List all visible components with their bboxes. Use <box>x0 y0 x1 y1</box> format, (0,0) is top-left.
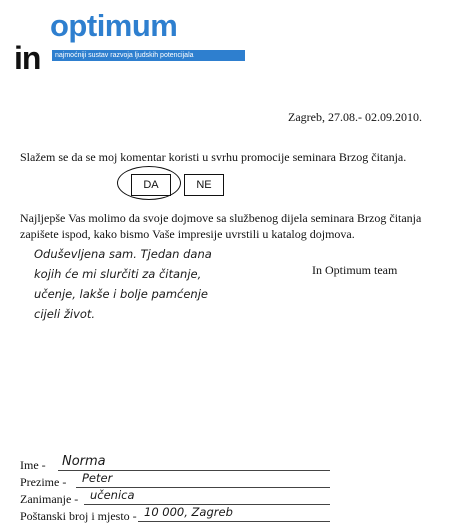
logo-tagline: najmoćniji sustav razvoja ljudskih potencijala <box>52 50 245 61</box>
event-date: Zagreb, 27.08.- 02.09.2010. <box>288 110 422 124</box>
selection-circle <box>117 166 181 200</box>
postal-label: Poštanski broj i mjesto - <box>20 509 137 523</box>
request-text: Najljepše Vas molimo da svoje dojmove sa službenog dijela seminara Brzog čitanja zapišete ispod, kako bismo Vaše impresije uvrstili u katalog dojmova. <box>20 211 422 241</box>
consent-text: Slažem se da se moj komentar koristi u svrhu promocije seminara Brzog čitanja. <box>20 150 407 164</box>
occupation-label: Zanimanje - <box>20 492 79 506</box>
logo-in-text: in <box>14 40 41 76</box>
option-no-box[interactable]: NE <box>184 174 224 196</box>
handwritten-comment <box>34 244 274 324</box>
logo-optimum-text: optimum <box>50 8 178 43</box>
comment-line: cijeli život. <box>34 307 96 321</box>
comment-line: Oduševljena sam. Tjedan dana <box>34 247 212 261</box>
surname-field[interactable]: Peter <box>82 471 113 485</box>
comment-line: učenje, lakše i bolje pamćenje <box>34 287 208 301</box>
postal-field[interactable]: 10 000, Zagreb <box>144 505 233 519</box>
name-label: Ime - <box>20 458 46 472</box>
surname-label: Prezime - <box>20 475 67 489</box>
name-field[interactable]: Norma <box>62 454 106 469</box>
in-optimum-logo <box>14 8 234 78</box>
occupation-field[interactable]: učenica <box>90 488 135 502</box>
team-signature: In Optimum team <box>312 263 398 277</box>
option-yes-box[interactable]: DA <box>131 174 171 196</box>
comment-line: kojih će mi slurčiti za čitanje, <box>34 267 202 281</box>
